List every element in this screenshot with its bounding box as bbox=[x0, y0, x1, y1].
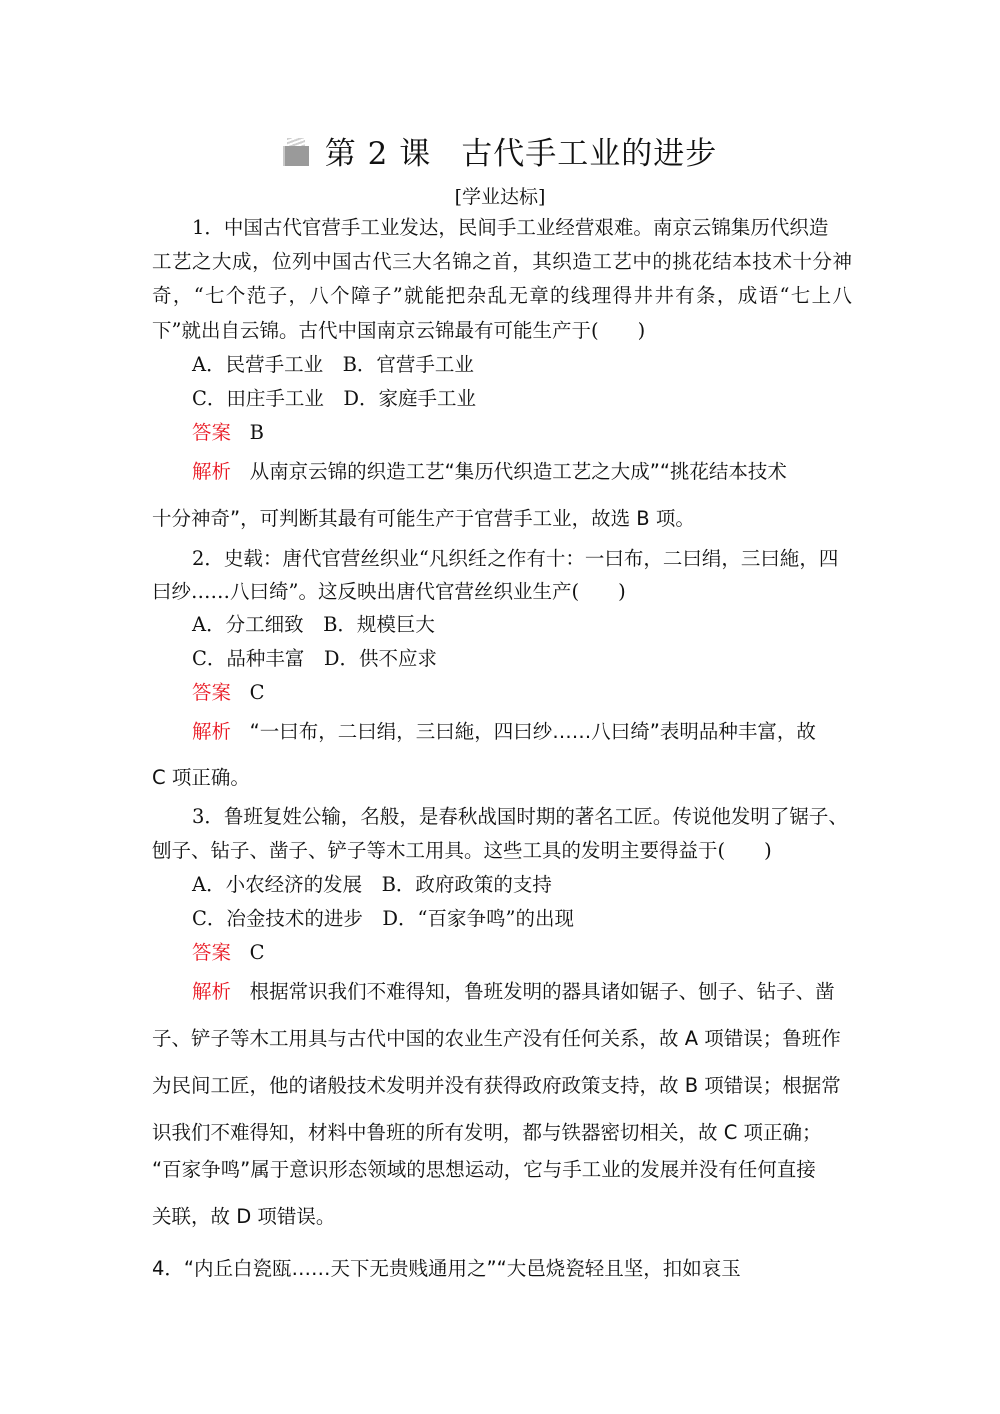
answer-value: B bbox=[249, 421, 264, 444]
q3-stem-line: 刨子、钻子、凿子、铲子等木工用具。这些工具的发明主要得益于( ) bbox=[152, 839, 772, 862]
lesson-number: 第 2 课 bbox=[324, 136, 432, 172]
q3-analysis-line: 子、铲子等木工用具与古代中国的农业生产没有任何关系，故 A 项错误；鲁班作 bbox=[152, 1027, 841, 1050]
q1-analysis-line: 十分神奇”，可判断其最有可能生产于官营手工业，故选 B 项。 bbox=[152, 507, 695, 530]
q3-options: C．冶金技术的进步 D．“百家争鸣”的出现 bbox=[192, 907, 574, 930]
analysis-label: 解析 bbox=[192, 460, 232, 483]
q1-options: C．田庄手工业 D．家庭手工业 bbox=[192, 387, 477, 410]
q2-analysis: 解析 “一曰布，二曰绢，三曰絁，四曰纱……八曰绮”表明品种丰富，故 bbox=[192, 720, 816, 743]
q1-stem-line: 1．中国古代官营手工业发达，民间手工业经营艰难。南京云锦集历代织造 bbox=[192, 216, 829, 239]
book-icon bbox=[283, 138, 311, 166]
lesson-name: 古代手工业的进步 bbox=[461, 136, 718, 172]
q1-options: A．民营手工业 B．官营手工业 bbox=[192, 353, 474, 376]
q2-stem-line: 2．史载：唐代官营丝织业“凡织纴之作有十：一曰布，二曰绢，三曰絁，四 bbox=[192, 547, 839, 570]
answer-label: 答案 bbox=[192, 941, 232, 964]
q1-stem-line: 下”就出自云锦。古代中国南京云锦最有可能生产于( ) bbox=[152, 319, 646, 342]
lesson-title bbox=[0, 128, 1000, 173]
q2-analysis-line: C 项正确。 bbox=[152, 766, 250, 789]
q2-options: C．品种丰富 D．供不应求 bbox=[192, 647, 438, 670]
q1-stem-line: 奇，“七个范子，八个障子”就能把杂乱无章的线理得井井有条，成语“七上八 bbox=[152, 284, 852, 307]
q2-stem-line: 曰纱……八曰绮”。这反映出唐代官营丝织业生产( ) bbox=[152, 580, 626, 603]
answer-value: C bbox=[249, 941, 265, 964]
q2-options: A．分工细致 B．规模巨大 bbox=[192, 613, 435, 636]
section-heading: [学业达标] bbox=[454, 186, 546, 208]
analysis-label: 解析 bbox=[192, 980, 232, 1003]
q4-stem-line: 4．“内丘白瓷瓯……天下无贵贱通用之”“大邑烧瓷轻且坚，扣如哀玉 bbox=[152, 1257, 741, 1280]
answer-label: 答案 bbox=[192, 421, 232, 444]
q3-options: A．小农经济的发展 B．政府政策的支持 bbox=[192, 873, 552, 896]
answer-label: 答案 bbox=[192, 681, 232, 704]
q3-analysis-line: 关联，故 D 项错误。 bbox=[152, 1205, 336, 1228]
answer-value: C bbox=[249, 681, 265, 704]
q3-analysis: 解析 根据常识我们不难得知，鲁班发明的器具诸如锯子、刨子、钻子、凿 bbox=[192, 980, 835, 1003]
q3-analysis-line: 识我们不难得知，材料中鲁班的所有发明，都与铁器密切相关，故 C 项正确； bbox=[152, 1121, 822, 1144]
q3-stem-line: 3．鲁班复姓公输，名般，是春秋战国时期的著名工匠。传说他发明了锯子、 bbox=[192, 805, 848, 828]
q1-analysis: 解析 从南京云锦的织造工艺“集历代织造工艺之大成”“挑花结本技术 bbox=[192, 460, 787, 483]
q3-answer bbox=[192, 940, 892, 966]
q1-answer bbox=[192, 420, 892, 446]
q2-answer bbox=[192, 680, 892, 706]
q1-stem-line: 工艺之大成，位列中国古代三大名锦之首，其织造工艺中的挑花结本技术十分神 bbox=[152, 250, 852, 273]
q3-analysis-line: “百家争鸣”属于意识形态领域的思想运动，它与手工业的发展并没有任何直接 bbox=[152, 1158, 816, 1181]
q3-analysis-line: 为民间工匠，他的诸般技术发明并没有获得政府政策支持，故 B 项错误；根据常 bbox=[152, 1074, 841, 1097]
analysis-label: 解析 bbox=[192, 720, 232, 743]
